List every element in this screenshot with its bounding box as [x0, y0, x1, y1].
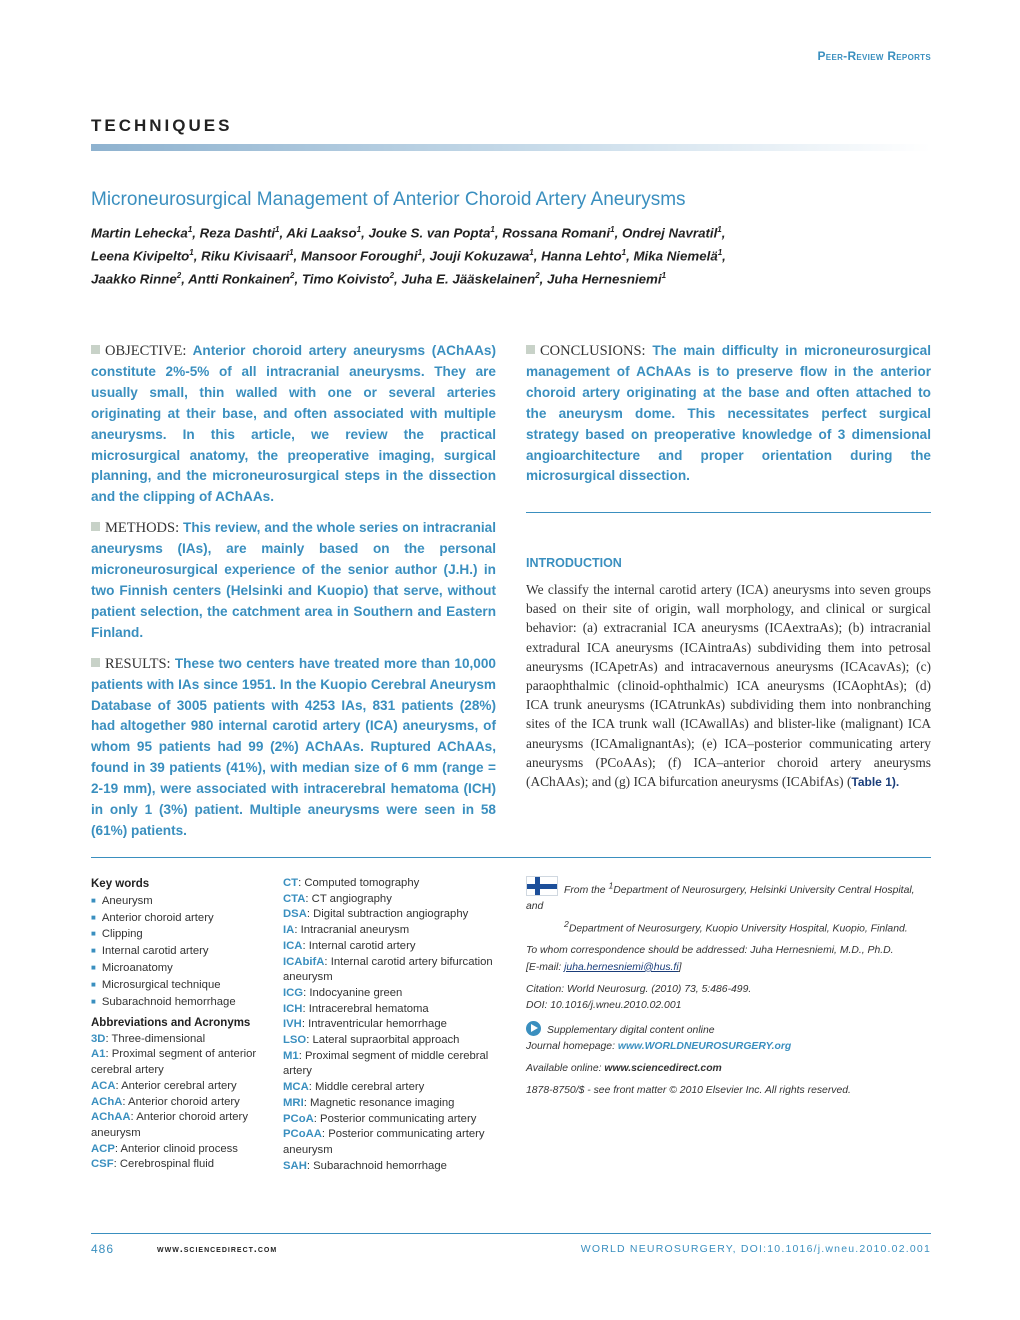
footer-journal — [510, 1243, 931, 1255]
abbreviation-entry: 3D: Three-dimensional — [91, 1032, 206, 1045]
author-affiliation-mark: 2 — [389, 270, 395, 280]
abbreviation-value: Anterior choroid artery aneurysm — [91, 1111, 248, 1139]
keyword-item: ■ Microsurgical technique — [91, 977, 271, 994]
objective-label: OBJECTIVE: — [105, 343, 187, 359]
front-matter-divider — [91, 857, 931, 858]
keywords-title: Key words — [91, 878, 150, 890]
author-affiliation-mark: 1 — [661, 270, 667, 280]
abbreviation-value: Intraventricular hemorrhage — [308, 1018, 447, 1031]
author-name: Juha Hernesniemi — [547, 271, 662, 287]
abbreviation-value: CT angiography — [311, 892, 392, 905]
homepage-label: Journal homepage: — [526, 1040, 618, 1052]
aff1-mark: 1 — [608, 880, 614, 891]
supplementary-text: Supplementary digital content online — [547, 1024, 715, 1036]
author-name: Juha E. Jääskelainen — [401, 271, 536, 287]
conclusions-text: The main difficulty in microneurosurgical management of AChAAs is to preserve flow in the anterior choroid artery originating at the base and often attached to the aneurysm dome. This necessitates perfect surgical strategy based on preoperative knowledge of 3 dimensional angioarchitecture and proper orientation during the microsurgical dissection. — [526, 343, 932, 484]
introduction-end: ). — [891, 775, 900, 790]
conclusions-label: CONCLUSIONS: — [540, 343, 646, 359]
correspondence: To whom correspondence should be addressed: Juha Hernesniemi, M.D., Ph.D. — [526, 945, 894, 957]
keyword-item: ■ Aneurysm — [91, 893, 271, 910]
abbreviation-entry: ICA: Internal carotid artery — [283, 939, 416, 952]
abbreviations-list-right — [283, 876, 495, 1174]
abbreviation-key: SAH — [283, 1159, 307, 1172]
abstract-conclusions — [526, 341, 931, 487]
abbreviation-entry: ACP: Anterior clinoid process — [91, 1142, 238, 1155]
email-line — [526, 960, 931, 976]
abbreviation-value: Internal carotid artery bifurcation aneurysm — [283, 955, 493, 984]
author-affiliation-mark: 1 — [717, 225, 722, 234]
abbreviation-value: Three-dimensional — [111, 1032, 206, 1045]
bullet-square-icon — [91, 658, 100, 667]
section-divider — [91, 144, 931, 151]
abbreviation-value: Indocyanine green — [309, 986, 403, 999]
author-name: Riku Kivisaari — [201, 248, 290, 264]
keywords-block — [91, 877, 271, 1010]
footer-url[interactable]: www.sciencedirect.com — [157, 1243, 278, 1255]
abbreviation-value: Anterior choroid artery — [128, 1095, 240, 1108]
play-icon[interactable] — [526, 1021, 541, 1036]
abbreviation-value: Proximal segment of anterior cerebral artery — [91, 1048, 257, 1077]
author-name: Mansoor Foroughi — [300, 248, 418, 264]
author-name: Martin Lehecka — [91, 225, 188, 241]
abbreviation-value: Lateral supraorbital approach — [312, 1034, 460, 1047]
page-number: 486 — [91, 1242, 115, 1256]
abbreviation-entry: SAH: Subarachnoid hemorrhage — [283, 1159, 447, 1172]
abbreviation-key: IVH — [283, 1018, 302, 1031]
affiliation-2: Department of Neurosurgery, Kuopio University Hospital, Kuopio, Finland. — [568, 923, 908, 935]
abbreviation-key: LSO — [283, 1034, 307, 1047]
abbreviation-value: Subarachnoid hemorrhage — [313, 1159, 447, 1172]
methods-text: This review, and the whole series on intracranial aneurysms (IAs), are mainly based on the personal microneurosurgical experience of the senior author (J.H.) in two Finnish centers (Helsinki and Kuopio) that serve, without patient selection, the catchment area in Southern and Eastern Finland. — [91, 520, 496, 640]
abbreviation-entry: DSA: Digital subtraction angiography — [283, 908, 469, 921]
abbreviation-entry: LSO: Lateral supraorbital approach — [283, 1034, 460, 1047]
abbreviation-key: AChAA — [91, 1111, 131, 1124]
email-label: [E-mail: — [526, 961, 565, 973]
abbreviation-value: Computed tomography — [304, 877, 420, 889]
author-name: Jouji Kokuzawa — [429, 248, 530, 264]
abbreviation-key: IA — [283, 924, 295, 937]
abbreviation-value: Digital subtraction angiography — [313, 908, 469, 921]
keywords-list — [91, 893, 271, 1011]
affiliations — [526, 876, 931, 937]
citation: Citation: World Neurosurg. (2010) 73, 5:486-499. — [526, 983, 752, 995]
abbreviation-entry: CTA: CT angiography — [283, 892, 392, 905]
author-affiliation-mark: 2 — [176, 270, 182, 280]
article-info — [526, 876, 931, 1100]
available-label: Available online: — [526, 1063, 605, 1075]
abbreviations-list-left — [91, 1032, 271, 1173]
abbreviations-title: Abbreviations and Acronyms — [91, 1017, 251, 1029]
doi: DOI: 10.1016/j.wneu.2010.02.001 — [526, 1000, 682, 1012]
abbreviation-key: 3D — [91, 1032, 106, 1045]
abbreviation-entry: IVH: Intraventricular hemorrhage — [283, 1018, 447, 1031]
author-name: Hanna Lehto — [541, 248, 622, 264]
abbreviation-entry: AChAA: Anterior choroid artery aneurysm — [91, 1111, 248, 1139]
copyright: 1878-8750/$ - see front matter © 2010 Elsevier Inc. All rights reserved. — [526, 1085, 851, 1097]
table-1-link[interactable]: Table 1 — [851, 775, 892, 790]
author-affiliation-mark: 1 — [621, 247, 627, 257]
bullet-square-icon — [91, 345, 100, 354]
author-name: Ondrej Navratil — [621, 225, 718, 241]
abbreviation-key: DSA — [283, 908, 307, 921]
abbreviation-entry: PCoAA: Posterior communicating artery aneurysm — [283, 1128, 485, 1156]
available-link[interactable]: www.sciencedirect.com — [604, 1063, 722, 1075]
author-list: Martin Lehecka$^1$, Reza Dashti$^1$, Aki Laakso$^1$, Jouke S. van Popta$^1$, Rossana Romani$^1$, Ondrej Navratil$^1$, Leena Kivipelto$^1$, Riku Kivisaari$^1$, Mansoor Foroughi$^1$, Jouji Kokuzawa$^1$, Hanna Lehto$^1$, Mika Niemelä$^1$, Jaakko Rinne$^2$, Antti Ronkainen$^2$, Timo Koivisto$^2$, Juha E. Jääskelainen$^2$, Juha Hernesniemi$^1$ — [91, 225, 726, 287]
abbreviation-value: Anterior cerebral artery — [121, 1079, 237, 1092]
abbreviation-entry: ICAbifA: Internal carotid artery bifurcation aneurysm — [283, 955, 493, 984]
keyword-item: ■ Anterior choroid artery — [91, 910, 271, 927]
abbreviation-key: ACP — [91, 1142, 115, 1155]
abbreviation-key: CT — [283, 877, 299, 889]
abbreviation-key: MCA — [283, 1081, 309, 1094]
abbreviation-value: Middle cerebral artery — [315, 1081, 425, 1094]
abstract-divider — [526, 512, 931, 513]
available-line — [526, 1061, 931, 1077]
abbreviation-key: ICH — [283, 1002, 303, 1015]
abbreviations-right — [283, 876, 495, 1174]
abbreviation-value: Magnetic resonance imaging — [310, 1096, 455, 1109]
author-name: Timo Koivisto — [301, 271, 390, 287]
section-label: TECHNIQUES — [91, 116, 233, 135]
abbreviations-left — [91, 1016, 271, 1173]
homepage-line — [526, 1039, 931, 1055]
author-name: Aki Laakso — [286, 225, 357, 241]
article-title: Microneurosurgical Management of Anterior Choroid Artery Aneurysms — [91, 189, 686, 210]
journal-name: WORLD NEUROSURGERY — [580, 1243, 733, 1255]
author-name: Antti Ronkainen — [188, 271, 291, 287]
abbreviation-entry: ICG: Indocyanine green — [283, 986, 403, 999]
abbreviation-value: Posterior communicating artery — [320, 1112, 477, 1125]
author-affiliation-mark: 1 — [189, 247, 194, 257]
abbreviation-entry: CSF: Cerebrospinal fluid — [91, 1158, 215, 1171]
email-link[interactable]: juha.hernesniemi@hus.fi — [564, 961, 679, 973]
keyword-item: ■ Microanatomy — [91, 960, 271, 977]
author-affiliation-mark: 1 — [289, 247, 294, 257]
author-affiliation-mark: 1 — [717, 247, 723, 257]
affiliation-1: Department of Neurosurgery, Helsinki University Central Hospital, and — [526, 885, 915, 913]
abbreviation-key: PCoA — [283, 1112, 314, 1125]
abbreviation-entry: AChA: Anterior choroid artery — [91, 1095, 240, 1108]
methods-label: METHODS: — [105, 520, 180, 537]
author-name: Reza Dashti — [199, 225, 276, 241]
abstract-results — [91, 654, 496, 842]
author-affiliation-mark: 1 — [490, 225, 495, 234]
abbreviation-key: A1 — [91, 1048, 106, 1061]
abbreviation-value: Anterior clinoid process — [120, 1142, 238, 1155]
abbreviation-value: Intracranial aneurysm — [300, 924, 410, 937]
abbreviation-key: CSF — [91, 1158, 114, 1171]
abbreviation-key: MRI — [283, 1096, 304, 1109]
bullet-square-icon — [526, 345, 535, 354]
abbreviation-entry: MCA: Middle cerebral artery — [283, 1081, 425, 1094]
abbreviation-key: ICG — [283, 986, 304, 999]
homepage-link[interactable]: www.WORLDNEUROSURGERY.org — [617, 1040, 792, 1052]
author-affiliation-mark: 1 — [187, 225, 193, 234]
introduction-text — [526, 580, 931, 792]
from-prefix: From the — [564, 885, 609, 896]
results-label: RESULTS: — [105, 655, 171, 672]
email-end: ] — [678, 961, 682, 973]
author-name: Jouke S. van Popta — [368, 225, 491, 241]
author-name: Rossana Romani — [502, 225, 611, 241]
running-head: Peer-Review Reports — [817, 49, 931, 63]
keyword-item: ■ Subarachnoid hemorrhage — [91, 994, 271, 1011]
results-text: These two centers have treated more than 10,000 patients with IAs since 1951. In the Kuopio Cerebral Aneurysm Database of 3005 patients with 4253 IAs, 831 patients (28%) had altogether 980 internal carotid artery (ICA) aneurysms, of whom 95 patients had 99 (2%) AChAAs. Ruptured AChAAs, found in 39 patients (41%), with median size of 6 mm (range = 2-19 mm), were associated with intracerebral hematoma (ICH) in only 1 (3%) patient. Multiple aneurysms were seen in 58 (61%) patients. — [91, 655, 496, 838]
abbreviation-entry: PCoA: Posterior communicating artery — [283, 1112, 477, 1125]
author-name: Mika Niemelä — [633, 248, 718, 264]
author-name: Leena Kivipelto — [91, 248, 190, 264]
abbreviation-key: ACA — [91, 1079, 116, 1092]
abbreviation-entry: IA: Intracranial aneurysm — [283, 924, 410, 937]
finland-flag-icon — [526, 876, 558, 896]
abbreviation-value: Intracerebral hematoma — [308, 1002, 429, 1015]
author-affiliation-mark: 2 — [535, 270, 540, 280]
author-affiliation-mark: 1 — [529, 247, 534, 257]
introduction-body: We classify the internal carotid artery (ICA) aneurysms into seven groups based on their site of origin, wall morphology, and clinical or surgical behavior: (a) extracranial ICA aneurysms (ICAextraAs); (b) intracranial extradural ICA aneurysms (ICAintraAs) subdividing them into petrosal aneurysms (ICApetrAs) and intracavernous aneurysms (ICAcavAs); (c) paraophthalmic (clinoid-ophthalmic) ICA aneurysms (ICAophtAs); (d) ICA trunk aneurysms (ICAtrunkAs) subdividing them into nonbranching sites of the ICA trunk wall (ICAwallAs) and blister-like (malignant) ICA aneurysms (ICAmalignantAs); (e) ICA–posterior communicating artery aneurysms (PCoAAs); (f) ICA–anterior choroid artery aneurysms (AChAAs); and (g) ICA bifurcation aneurysms (ICAbifAs) ( — [526, 582, 931, 790]
abstract-right-column — [526, 341, 931, 497]
abstract-methods — [91, 518, 496, 643]
author-affiliation-mark: 1 — [417, 247, 423, 257]
abbreviation-key: CTA — [283, 892, 306, 905]
author-affiliation-mark: 1 — [610, 225, 615, 234]
abbreviation-value: Proximal segment of middle cerebral artery — [283, 1049, 489, 1078]
abbreviation-value: Posterior communicating artery aneurysm — [283, 1128, 485, 1156]
keyword-item: ■ Internal carotid artery — [91, 943, 271, 960]
objective-text: Anterior choroid artery aneurysms (AChAAs) constitute 2%-5% of all intracranial aneurysms. They are usually small, thin walled with one or several arteries originating at their base, and often associated with multiple aneurysms. In this article, we review the practical microsurgical anatomy, the preoperative imaging, surgical planning, and the microneurosurgical steps in the dissection and the clipping of AChAAs. — [91, 343, 496, 505]
abbreviation-entry: M1: Proximal segment of middle cerebral artery — [283, 1049, 489, 1078]
abbreviation-entry: A1: Proximal segment of anterior cerebral artery — [91, 1048, 257, 1077]
footer-doi: , DOI:10.1016/j.wneu.2010.02.001 — [732, 1243, 931, 1255]
abbreviation-value: Internal carotid artery — [308, 939, 416, 952]
abbreviation-key: ICAbifA — [283, 955, 325, 968]
author-affiliation-mark: 1 — [356, 225, 362, 234]
abbreviation-entry: MRI: Magnetic resonance imaging — [283, 1096, 455, 1109]
abbreviation-entry: ACA: Anterior cerebral artery — [91, 1079, 237, 1092]
abbreviation-key: ICA — [283, 939, 303, 952]
author-name: Jaakko Rinne — [91, 271, 177, 287]
supplementary-line[interactable] — [526, 1021, 931, 1039]
bullet-square-icon — [91, 522, 100, 531]
abbreviation-key: AChA — [91, 1095, 123, 1108]
abstract-left-column — [91, 341, 496, 852]
author-affiliation-mark: 2 — [290, 270, 295, 280]
abbreviation-entry: CT: Computed tomography — [283, 877, 420, 889]
abbreviation-key: M1 — [283, 1049, 299, 1062]
abbreviation-key: PCoAA — [283, 1128, 322, 1141]
aff2-mark: 2 — [564, 918, 569, 929]
author-affiliation-mark: 1 — [275, 225, 280, 234]
footer-divider — [91, 1233, 931, 1234]
keyword-item: ■ Clipping — [91, 926, 271, 943]
abstract-objective — [91, 341, 496, 508]
introduction-heading: INTRODUCTION — [526, 556, 622, 570]
abbreviation-entry: ICH: Intracerebral hematoma — [283, 1002, 429, 1015]
abbreviation-value: Cerebrospinal fluid — [119, 1158, 215, 1171]
